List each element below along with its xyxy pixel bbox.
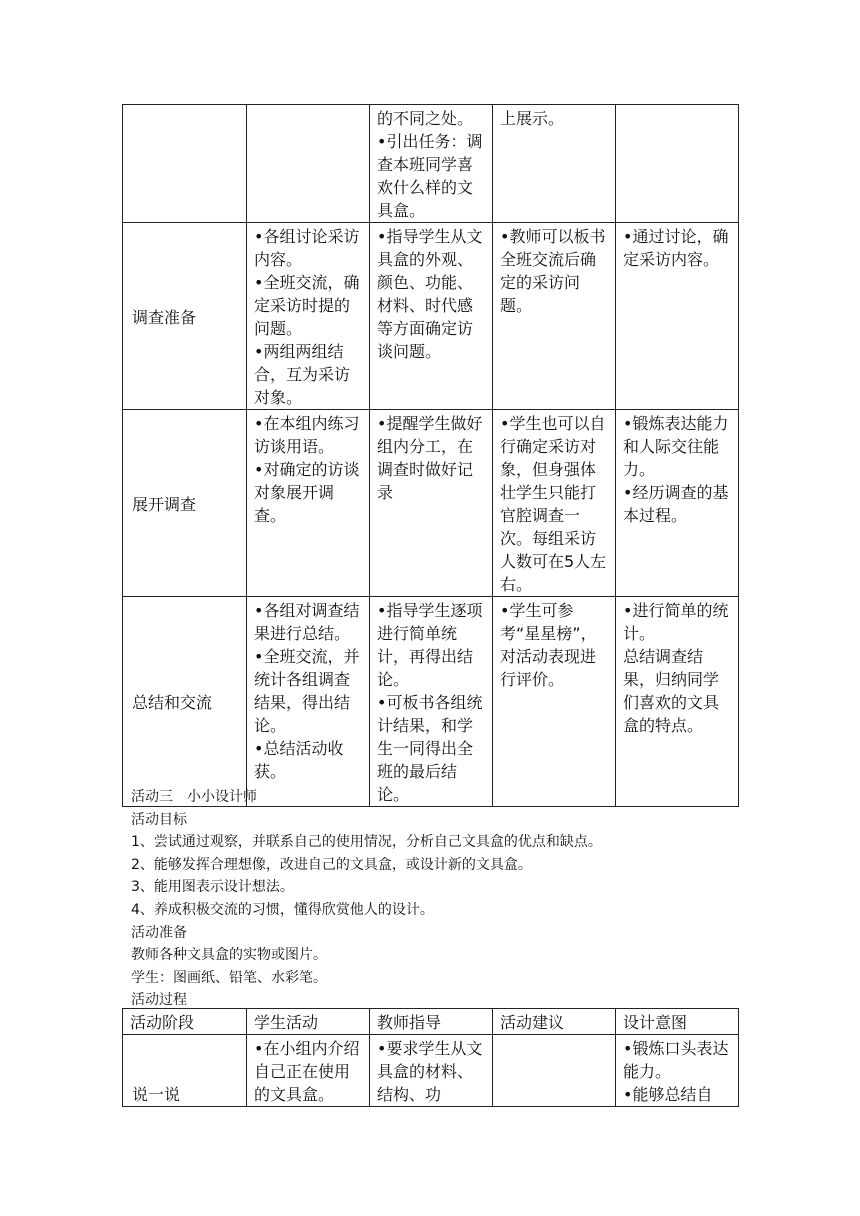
student-activity-cell xyxy=(247,223,370,410)
teacher-guidance-cell xyxy=(370,105,493,223)
cell-paragraph: •总结活动收获。 xyxy=(254,739,344,781)
cell-paragraph: •全班交流，确定采访时提的问题。 xyxy=(254,273,360,338)
activity-suggestion-cell xyxy=(493,223,616,410)
goal-item: 2、能够发挥合理想像，改进自己的文具盒，或设计新的文具盒。 xyxy=(131,856,532,873)
cell-paragraph: •两组两组结合，互为采访对象。 xyxy=(254,342,351,407)
header-cell: 教师指导 xyxy=(370,1009,493,1035)
stage-cell: 总结和交流 xyxy=(123,597,247,807)
cell-paragraph: •各组讨论采访内容。 xyxy=(254,227,360,269)
cell-paragraph: 总结调查结果，归纳同学们喜欢的文具盒的特点。 xyxy=(623,647,720,735)
cell-paragraph: •指导学生逐项进行简单统计，再得出结论。 xyxy=(377,601,483,689)
activity-process-table xyxy=(122,1008,739,1107)
process-heading: 活动过程 xyxy=(131,992,187,1009)
header-cell: 活动建议 xyxy=(493,1009,616,1035)
activity-suggestion-cell xyxy=(493,410,616,597)
activity-suggestion-cell xyxy=(493,1035,616,1107)
prep-heading: 活动准备 xyxy=(131,924,187,941)
cell-paragraph: •指导学生从文具盒的外观、颜色、功能、材料、时代感等方面确定访谈问题。 xyxy=(377,227,483,361)
cell-paragraph: •学生可参考“星星榜”，对活动表现进行评价。 xyxy=(500,601,597,689)
cell-paragraph: •能够总结自 xyxy=(623,1085,713,1104)
cell-paragraph: •对确定的访谈对象展开调查。 xyxy=(254,460,360,525)
prep-item: 教师各种文具盒的实物或图片。 xyxy=(131,947,327,964)
teacher-guidance-cell xyxy=(370,597,493,807)
activity-table-continued xyxy=(122,104,739,807)
student-activity-cell xyxy=(247,410,370,597)
stage-cell: 说一说 xyxy=(123,1035,247,1107)
activity-suggestion-cell xyxy=(493,105,616,223)
cell-paragraph: •通过讨论，确定采访内容。 xyxy=(623,227,729,269)
stage-cell: 调查准备 xyxy=(123,223,247,410)
cell-paragraph: •锻炼口头表达能力。 xyxy=(623,1039,729,1081)
student-activity-cell xyxy=(247,1035,370,1107)
cell-paragraph: •要求学生从文具盒的材料、结构、功 xyxy=(377,1039,483,1104)
design-intent-cell xyxy=(616,105,739,223)
design-intent-cell xyxy=(616,223,739,410)
design-intent-cell xyxy=(616,1035,739,1107)
cell-paragraph: •学生也可以自行确定采访对象，但身强体壮学生只能打官腔调查一次。每组采访人数可在5人左右。 xyxy=(500,414,607,594)
cell-paragraph: •可板书各组统计结果，和学生一同得出全班的最后结论。 xyxy=(377,693,483,804)
goal-heading: 活动目标 xyxy=(131,811,187,828)
design-intent-cell xyxy=(616,410,739,597)
student-activity-cell xyxy=(247,105,370,223)
design-intent-cell xyxy=(616,597,739,807)
table-row xyxy=(123,1035,739,1107)
table-row xyxy=(123,597,739,807)
teacher-guidance-cell xyxy=(370,223,493,410)
activity-three-section xyxy=(131,786,602,1012)
cell-paragraph: •教师可以板书全班交流后确定的采访问题。 xyxy=(500,227,606,315)
activity-title: 活动三 小小设计师 xyxy=(131,789,257,805)
table-row xyxy=(123,223,739,410)
cell-paragraph: •在小组内介绍自己正在使用的文具盒。 xyxy=(254,1039,360,1104)
cell-paragraph: 的不同之处。 xyxy=(377,109,474,128)
stage-cell xyxy=(123,105,247,223)
goal-item: 3、能用图表示设计想法。 xyxy=(131,879,294,896)
stage-cell: 展开调查 xyxy=(123,410,247,597)
header-cell: 活动阶段 xyxy=(123,1009,247,1035)
teacher-guidance-cell xyxy=(370,1035,493,1107)
cell-paragraph: •各组对调查结果进行总结。 xyxy=(254,601,360,643)
prep-item: 学生：图画纸、铅笔、水彩笔。 xyxy=(131,969,327,986)
cell-paragraph: •进行简单的统计。 xyxy=(623,601,729,643)
cell-paragraph: 上展示。 xyxy=(500,109,565,128)
header-cell: 学生活动 xyxy=(247,1009,370,1035)
activity-suggestion-cell xyxy=(493,597,616,807)
goal-item: 1、尝试通过观察，并联系自己的使用情况，分析自己文具盒的优点和缺点。 xyxy=(131,834,602,851)
goal-item: 4、养成积极交流的习惯，懂得欣赏他人的设计。 xyxy=(131,901,434,918)
cell-paragraph: •提醒学生做好组内分工，在调查时做好记录 xyxy=(377,414,483,502)
cell-paragraph: •在本组内练习访谈用语。 xyxy=(254,414,360,456)
header-cell: 设计意图 xyxy=(616,1009,739,1035)
cell-paragraph: •经历调查的基本过程。 xyxy=(623,483,729,525)
cell-paragraph: •锻炼表达能力和人际交往能力。 xyxy=(623,414,729,479)
header-row xyxy=(123,1009,739,1035)
cell-paragraph: •引出任务：调查本班同学喜欢什么样的文具盒。 xyxy=(377,132,483,220)
cell-paragraph: •全班交流，并统计各组调查结果，得出结论。 xyxy=(254,647,360,735)
table-row xyxy=(123,410,739,597)
student-activity-cell xyxy=(247,597,370,807)
teacher-guidance-cell xyxy=(370,410,493,597)
table-row xyxy=(123,105,739,223)
